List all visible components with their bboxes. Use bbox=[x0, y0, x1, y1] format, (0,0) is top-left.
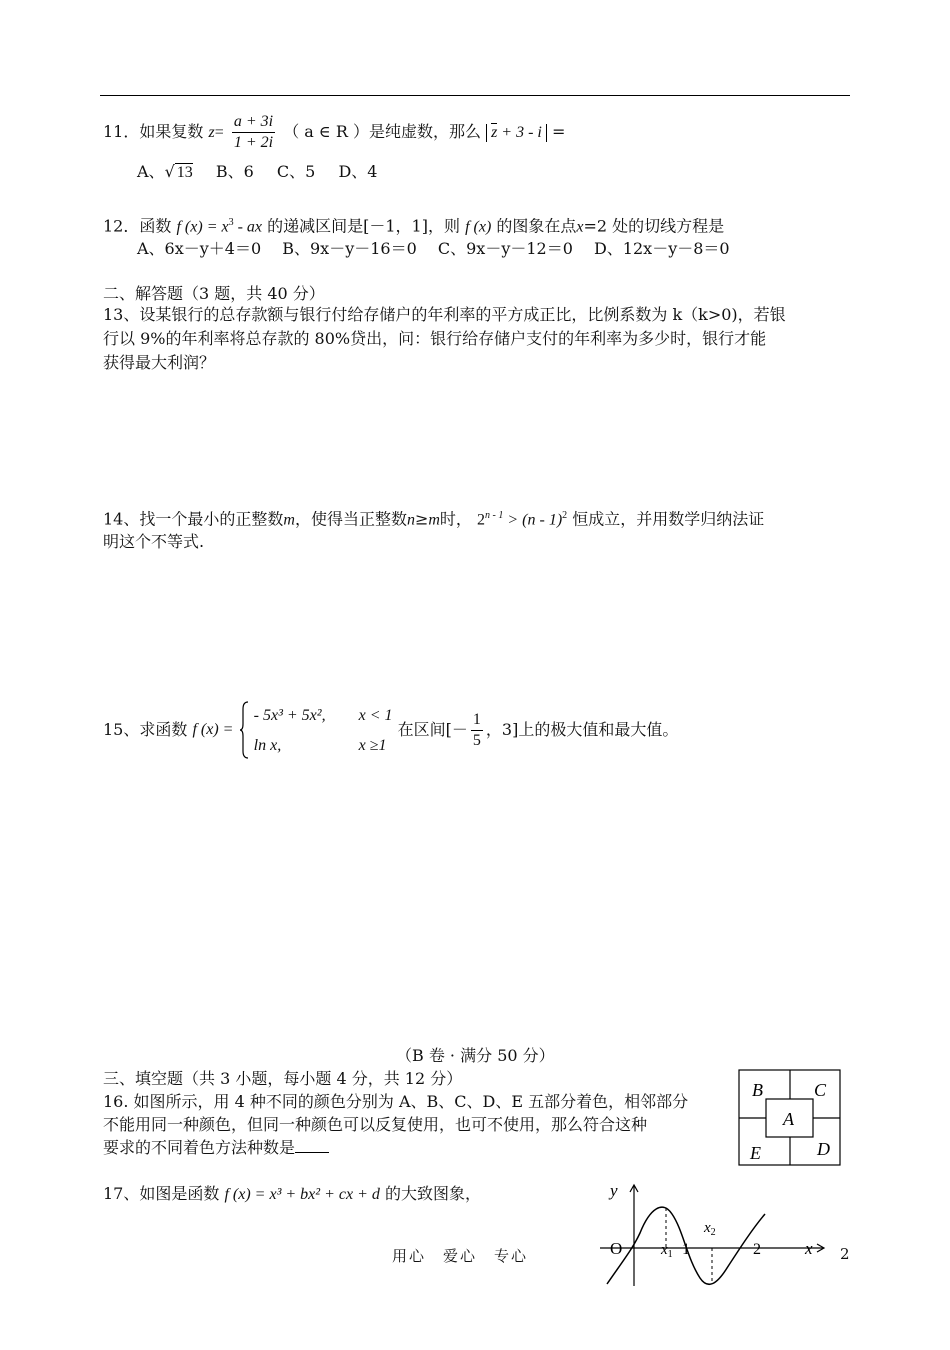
question-13-line1: 13、设某银行的总存款额与银行付给存储户的年利率的平方成正比，比例系数为 k（k>0)，若银 bbox=[103, 305, 786, 324]
question-13-line3: 获得最大利润？ bbox=[103, 353, 216, 372]
case-2: ln x, x ≥1 bbox=[253, 737, 387, 754]
question-14: 14、找一个最小的正整数m，使得当正整数n≥m时， $2^{n - 1} > (n - 1)^2$ 恒成立，并用数学归纳法证 bbox=[103, 509, 765, 529]
question-16-line2: 不能用同一种颜色，但同一种颜色可以反复使用，也可不使用，那么符合这种 bbox=[103, 1115, 648, 1134]
region-a-label: A bbox=[783, 1109, 794, 1129]
question-11-options: A、√ 13 B、6 C、5 D、4 bbox=[137, 162, 378, 181]
region-e-label: E bbox=[750, 1143, 761, 1163]
answer-blank[interactable] bbox=[295, 1152, 329, 1153]
fraction: $\frac{a + 3i}{1 + 2i}$ bbox=[233, 113, 274, 151]
piecewise-cases bbox=[254, 700, 393, 760]
tick-label-1: 1 bbox=[682, 1241, 690, 1258]
header-rule bbox=[100, 95, 850, 96]
footer-motto: 用心 爱心 专心 bbox=[392, 1247, 529, 1265]
question-16-line1: 16. 如图所示，用 4 种不同的颜色分别为 A、B、C、D、E 五部分着色，相邻部分 bbox=[103, 1092, 689, 1111]
x2-label: $x_2$ bbox=[704, 1220, 716, 1238]
origin-label: O bbox=[610, 1239, 623, 1258]
piecewise-brace bbox=[239, 701, 249, 759]
section-heading-3: 三、填空题（共 3 小题，每小题 4 分，共 12 分） bbox=[103, 1069, 463, 1088]
page-number: 2 bbox=[840, 1245, 850, 1263]
question-17: 17、如图是函数 f (x) = x³ + bx² + cx + d 的大致图象， bbox=[103, 1184, 481, 1203]
tick-label-2: 2 bbox=[753, 1241, 761, 1258]
case-1: - 5x³ + 5x²,x < 1 bbox=[253, 707, 393, 724]
x1-label: $x_1$ bbox=[661, 1242, 673, 1260]
x-axis-label: x bbox=[805, 1239, 813, 1258]
region-c-label: C bbox=[814, 1080, 827, 1100]
function-graph-figure bbox=[595, 1178, 835, 1290]
region-d-label: D bbox=[817, 1139, 830, 1159]
y-axis-label: y bbox=[610, 1181, 618, 1200]
question-12: 12．函数 f $(x) = x^3$ - ax 的递减区间是[－1，1]，则 f (x) 的图象在点x=2 处的切线方程是 bbox=[103, 216, 725, 236]
question-13-line2: 行以 9%的年利率将总存款的 80%贷出，问：银行给存储户支付的年利率为多少时，银行才能 bbox=[103, 329, 767, 348]
question-16-line3: 要求的不同着色方法种数是 bbox=[103, 1137, 329, 1159]
left-brace-icon bbox=[239, 701, 249, 759]
question-11: 11．如果复数 z= $\frac{a + 3i}{1 + 2i}$ （ a ∈ R ）是纯虚数，那么 z + 3 - i = bbox=[103, 113, 566, 151]
absolute-value: z + 3 - i bbox=[486, 124, 547, 142]
part-b-heading: （B 卷 · 满分 50 分） bbox=[396, 1046, 555, 1065]
question-15: 15、求函数 f (x) = - 5x³ + 5x²,x < 1 ln x, x ≥1 在区间[－ $\frac{1}{5}$ ，3]上的极大值和最大值。 bbox=[103, 700, 678, 760]
region-b-label: B bbox=[752, 1080, 763, 1100]
fraction: $\frac{1}{5}$ bbox=[472, 710, 481, 749]
coloring-grid-figure bbox=[738, 1069, 842, 1167]
question-12-options: A、6x－y＋4＝0 B、9x－y－16＝0 C、9x－y－12＝0 D、12x－y－8＝0 bbox=[137, 239, 730, 258]
section-heading-2: 二、解答题（3 题，共 40 分） bbox=[103, 284, 325, 303]
question-14-line2: 明这个不等式. bbox=[103, 532, 205, 551]
